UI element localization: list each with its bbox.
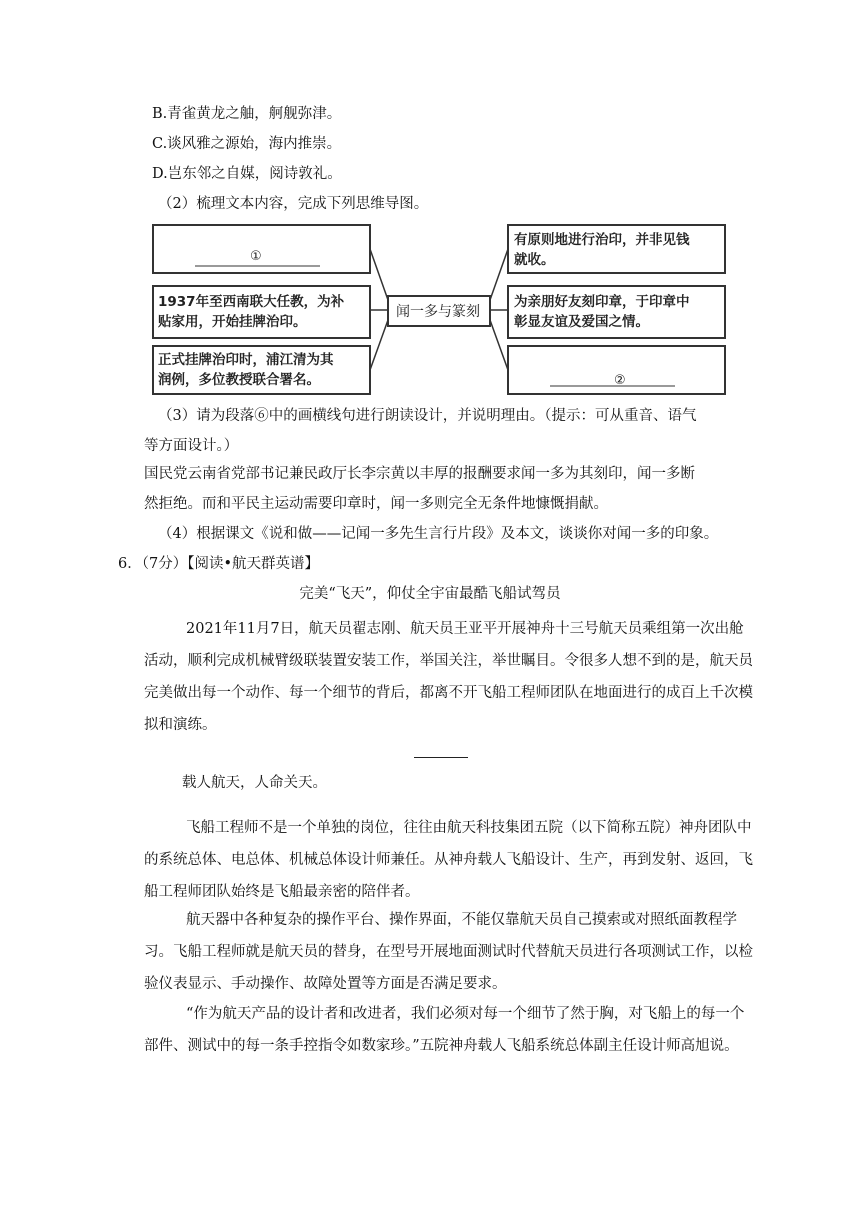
mind-map-left-2-line2: 贴家用，开始挂牌治印。 (158, 314, 307, 330)
mind-map (150, 222, 730, 398)
mind-map-left-3-line1: 正式挂牌治印时，浦江清为其 (158, 352, 334, 368)
mind-map-left-2-line1: 1937年至西南联大任教，为补 (158, 294, 345, 310)
mind-map-left-1 (153, 225, 370, 273)
mind-map-right-1 (508, 225, 725, 273)
question-3-cont: 等方面设计。） (144, 438, 239, 454)
question-3-text-line2: 然拒绝。而和平民主运动需要印章时，闻一多则完全无条件地慷慨捐献。 (144, 496, 608, 512)
article-paragraph-4: 航天器中各种复杂的操作平台、操作界面，不能仅靠航天员自己摸索或对照纸面教程学习。飞船工程师就是航天员的替身，在型号开展地面测试时代替航天员进行各项测试工作，以检验仪表显示、手动操作、故障处置等方面是否满足要求。 (144, 912, 753, 992)
mind-map-left-3-line2: 润例，多位教授联合署名。 (158, 372, 320, 388)
section-separator (414, 757, 468, 758)
question-3: （3）请为段落⑥中的画横线句进行朗读设计，并说明理由。（提示：可从重音、语气 (158, 408, 697, 424)
mind-map-center-label: 闻一多与篆刻 (396, 304, 480, 320)
question-3-text-line1: 国民党云南省党部书记兼民政厅长李宗黄以丰厚的报酬要求闻一多为其刻印，闻一多断 (144, 466, 695, 482)
question-2: （2）梳理文本内容，完成下列思维导图。 (158, 196, 429, 212)
option-d: D.岂东邻之自媒，阅诗敦礼。 (152, 166, 342, 182)
mind-map-left-1-num: ① (250, 249, 262, 264)
mind-map-left-2 (153, 286, 370, 338)
mind-map-right-3 (508, 346, 725, 394)
mind-map-left-3 (153, 346, 370, 394)
mind-map-right-2 (508, 286, 725, 338)
mind-map-right-2-line1: 为亲朋好友刻印章，于印章中 (514, 294, 690, 310)
question-6-header: 6．（7分）【阅读•航天群英谱】 (118, 556, 320, 572)
mind-map-right-1-line2: 就收。 (514, 252, 555, 268)
article-paragraph-1: 2021年11月7日，航天员翟志刚、航天员王亚平开展神舟十三号航天员乘组第一次出舱活动，顺利完成机械臂级联装置安装工作，举国关注，举世瞩目。令很多人想不到的是，航天员完美做出每一个动作、每一个细节的背后，都离不开飞船工程师团队在地面进行的成百上千次模拟和演练。 (144, 621, 753, 733)
mind-map-right-1-line1: 有原则地进行治印，并非见钱 (514, 232, 690, 248)
article-paragraph-5: “作为航天产品的设计者和改进者，我们必须对每一个细节了然于胸，对飞船上的每一个部件、测试中的每一条手控指令如数家珍。”五院神舟载人飞船系统总体副主任设计师高旭说。 (144, 1006, 745, 1054)
mind-map-right-3-num: ② (614, 373, 626, 388)
article-title: 完美“飞天”，仰仗全宇宙最酷飞船试驾员 (299, 586, 561, 602)
option-c: C.谈风雅之源始，海内推崇。 (152, 136, 342, 152)
article-paragraph-3: 飞船工程师不是一个单独的岗位，往往由航天科技集团五院（以下简称五院）神舟团队中的系统总体、电总体、机械总体设计师兼任。从神舟载人飞船设计、生产，再到发射、返回，飞船工程师团队始终是飞船最亲密的陪伴者。 (144, 820, 753, 900)
option-b: B.青雀黄龙之舳，舸舰弥津。 (152, 106, 342, 122)
question-4: （4）根据课文《说和做——记闻一多先生言行片段》及本文，谈谈你对闻一多的印象。 (158, 526, 719, 542)
mind-map-right-2-line2: 彰显友谊及爱国之情。 (514, 314, 649, 330)
article-paragraph-2: 载人航天，人命关天。 (182, 775, 327, 791)
mind-map-center (388, 296, 490, 326)
